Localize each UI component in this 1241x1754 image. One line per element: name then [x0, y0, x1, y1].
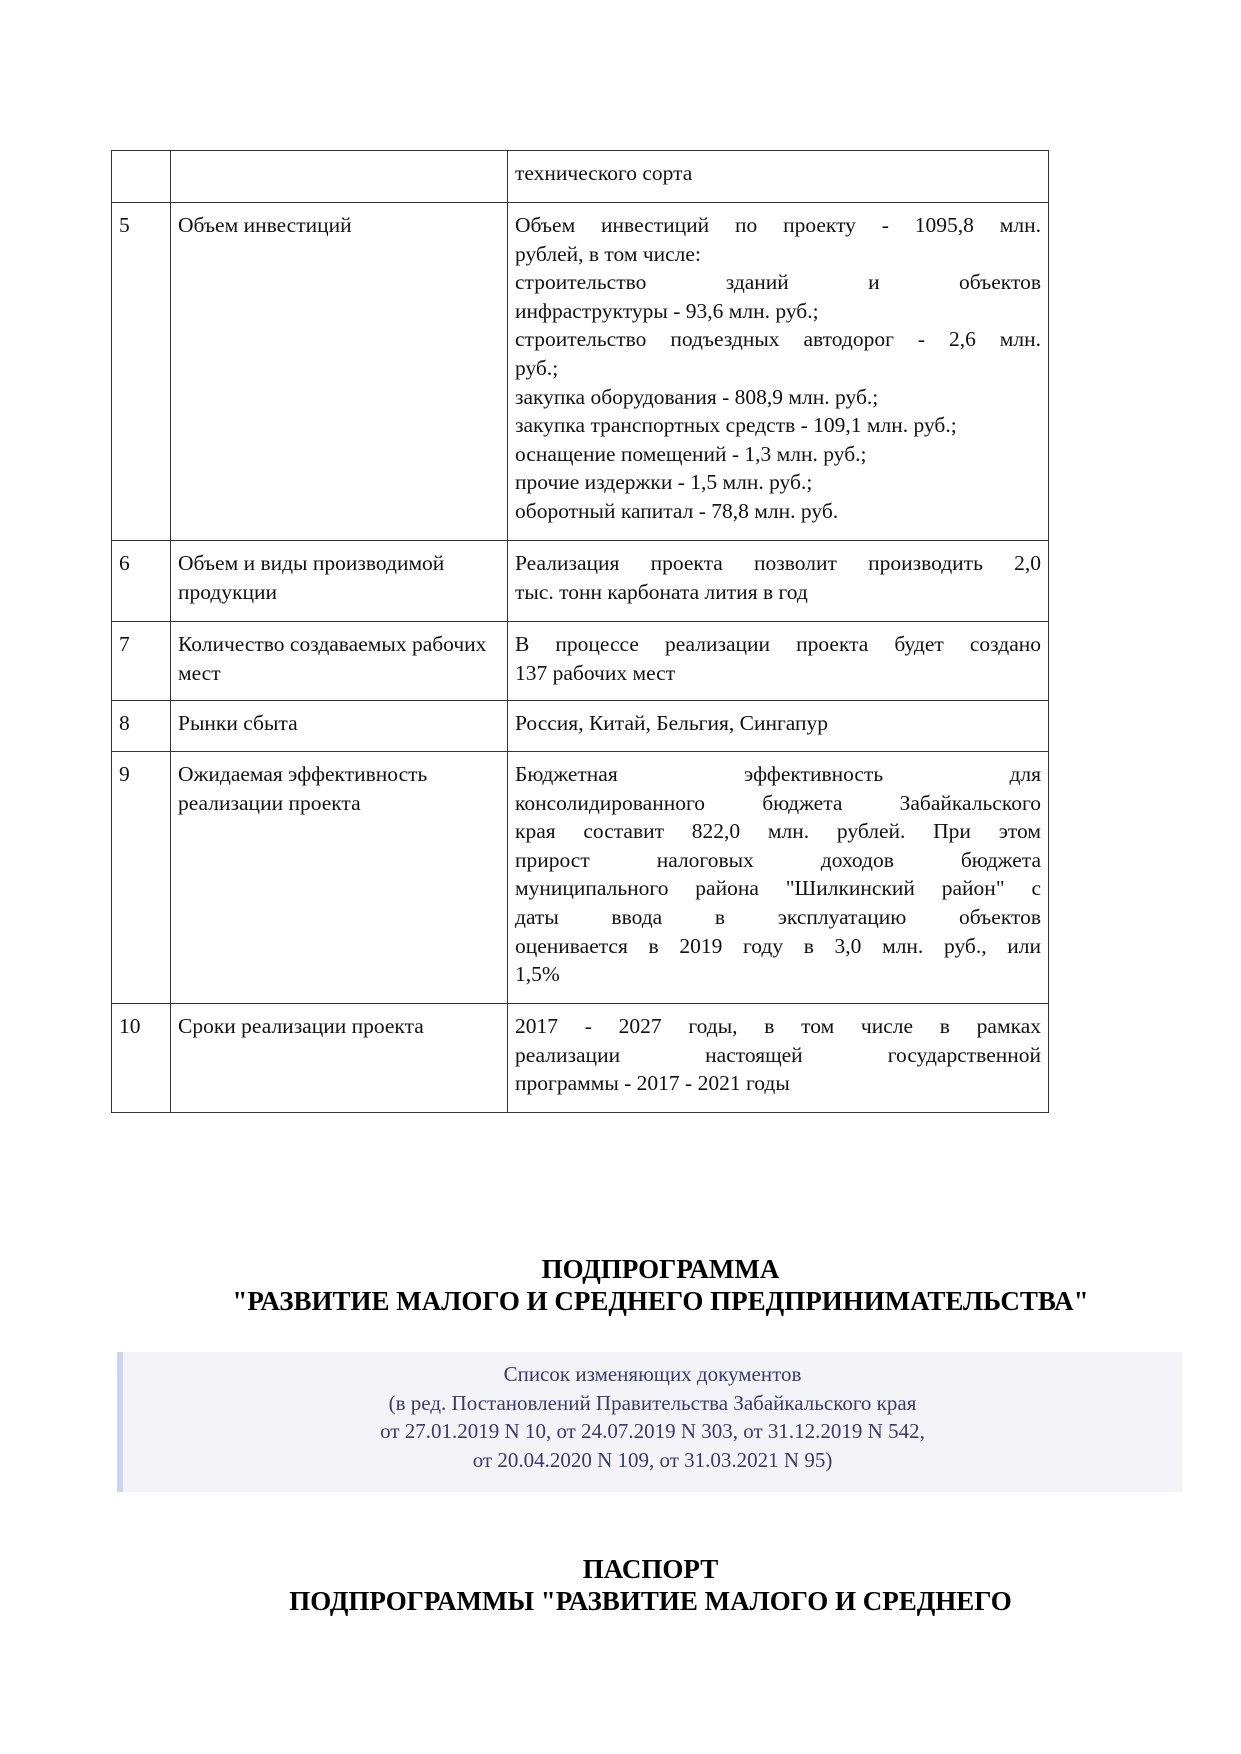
description-line: закупка транспортных средств - 109,1 млн. руб.;	[515, 413, 957, 438]
row-description	[508, 203, 1049, 541]
row-label: Ожидаемая эффективность реализации проекта	[171, 752, 508, 1004]
amending-documents-line: от 27.01.2019 N 10, от 24.07.2019 N 303, от 31.12.2019 N 542,	[380, 1419, 925, 1443]
project-passport-table	[111, 150, 1049, 1113]
amending-documents-line: (в ред. Постановлений Правительства Забайкальского края	[388, 1390, 917, 1415]
description-line: инфраструктуры - 93,6 млн. руб.;	[515, 298, 819, 323]
row-description	[508, 541, 1049, 622]
row-description	[508, 1004, 1049, 1113]
subprogram-heading-line1: ПОДПРОГРАММА	[541, 1254, 780, 1284]
description-line: закупка оборудования - 808,9 млн. руб.;	[515, 384, 879, 409]
row-number: 10	[112, 1004, 171, 1113]
description-line: оценивается в 2019 году в 3,0 млн. руб., или	[515, 933, 1041, 958]
row-description	[508, 752, 1049, 1004]
description-line: программы - 2017 - 2021 годы	[515, 1071, 790, 1096]
row-label	[171, 151, 508, 203]
table-row	[112, 541, 1049, 622]
description-line: технического сорта	[515, 161, 693, 185]
row-number	[112, 151, 171, 203]
row-label: Сроки реализации проекта	[171, 1004, 508, 1113]
row-number: 9	[112, 752, 171, 1004]
description-line: оборотный капитал - 78,8 млн. руб.	[515, 498, 839, 523]
description-line: Бюджетная эффективность для	[515, 762, 1041, 786]
description-line: Реализация проекта позволит производить 2,0	[515, 551, 1041, 575]
passport-heading-line1: ПАСПОРТ	[582, 1554, 719, 1584]
row-label: Объем и виды производимой продукции	[171, 541, 508, 622]
amending-documents-box	[117, 1352, 1182, 1492]
passport-heading	[30, 1553, 1241, 1617]
table-row	[112, 1004, 1049, 1113]
description-line: 137 рабочих мест	[515, 660, 676, 685]
description-line: Объем инвестиций по проекту - 1095,8 млн.	[515, 213, 1041, 237]
row-number: 7	[112, 622, 171, 701]
table-row	[112, 622, 1049, 701]
description-line: руб.;	[515, 355, 559, 380]
table-row	[112, 151, 1049, 203]
description-line: 1,5%	[515, 962, 560, 987]
row-number: 8	[112, 701, 171, 752]
subprogram-heading	[40, 1253, 1241, 1317]
description-line: тыс. тонн карбоната лития в год	[515, 579, 808, 604]
description-line: В процессе реализации проекта будет создано	[515, 632, 1041, 656]
row-number: 5	[112, 203, 171, 541]
table-row	[112, 203, 1049, 541]
amending-documents-title: Список изменяющих документов	[503, 1362, 802, 1386]
description-line: рублей, в том числе:	[515, 241, 701, 266]
description-line: оснащение помещений - 1,3 млн. руб.;	[515, 441, 867, 466]
description-line: муниципального района "Шилкинский район" с	[515, 876, 1041, 901]
passport-heading-line2: ПОДПРОГРАММЫ "РАЗВИТИЕ МАЛОГО И СРЕДНЕГО	[289, 1586, 1012, 1616]
subprogram-heading-line2: "РАЗВИТИЕ МАЛОГО И СРЕДНЕГО ПРЕДПРИНИМАТЕЛЬСТВА"	[232, 1286, 1089, 1316]
description-line: 2017 - 2027 годы, в том числе в рамках	[515, 1014, 1041, 1038]
description-line: прирост налоговых доходов бюджета	[515, 847, 1041, 872]
description-line: строительство подъездных автодорог - 2,6 млн.	[515, 327, 1041, 352]
description-line: реализации настоящей государственной	[515, 1042, 1041, 1067]
row-label: Количество создаваемых рабочих мест	[171, 622, 508, 701]
row-description	[508, 151, 1049, 203]
description-line: Россия, Китай, Бельгия, Сингапур	[515, 711, 829, 735]
row-description	[508, 622, 1049, 701]
row-label: Рынки сбыта	[171, 701, 508, 752]
description-line: прочие издержки - 1,5 млн. руб.;	[515, 470, 813, 495]
table-row	[112, 752, 1049, 1004]
row-number: 6	[112, 541, 171, 622]
table-row	[112, 701, 1049, 752]
row-label: Объем инвестиций	[171, 203, 508, 541]
row-description	[508, 701, 1049, 752]
description-line: края составит 822,0 млн. рублей. При этом	[515, 819, 1041, 844]
amending-documents-line: от 20.04.2020 N 109, от 31.03.2021 N 95)	[472, 1447, 833, 1472]
description-line: даты ввода в эксплуатацию объектов	[515, 904, 1041, 929]
description-line: консолидированного бюджета Забайкальского	[515, 790, 1041, 815]
description-line: строительство зданий и объектов	[515, 270, 1041, 295]
